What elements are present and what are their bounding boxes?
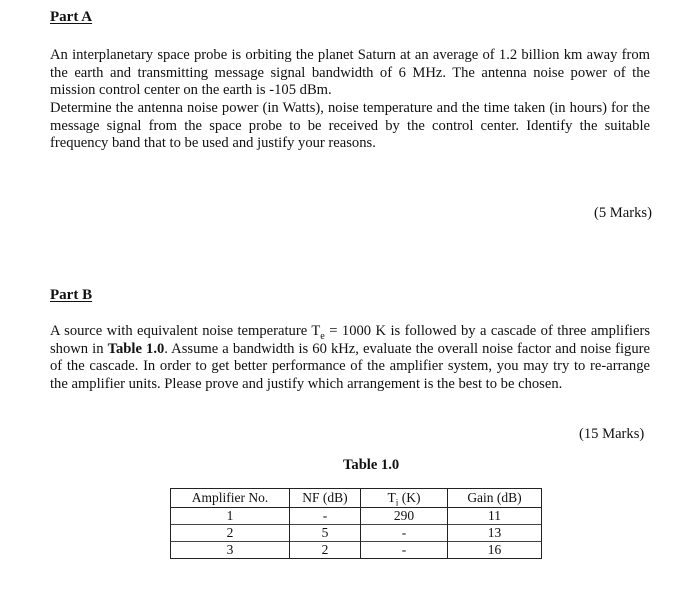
- table-caption: Table 1.0: [343, 457, 400, 473]
- table-row: [171, 525, 542, 542]
- cell-ti: 290: [361, 508, 448, 525]
- cell-gain: 11: [448, 508, 542, 525]
- part-b-text-1: A source with equivalent noise temperature T: [50, 323, 321, 339]
- cell-gain: 16: [448, 542, 542, 559]
- table-row: [171, 508, 542, 525]
- header-amplifier-no: Amplifier No.: [171, 489, 290, 508]
- table-reference: Table 1.0: [107, 340, 165, 357]
- part-b-heading: Part B: [50, 287, 93, 303]
- cell-amplifier-no: 1: [171, 508, 290, 525]
- cell-nf: 5: [290, 525, 361, 542]
- cell-nf: 2: [290, 542, 361, 559]
- cell-amplifier-no: 3: [171, 542, 290, 559]
- part-b-paragraph: [50, 323, 650, 393]
- cell-gain: 13: [448, 525, 542, 542]
- part-b-subscript: e: [320, 330, 325, 342]
- header-nf: NF (dB): [290, 489, 361, 508]
- cell-ti: -: [361, 525, 448, 542]
- part-a-paragraph-1: An interplanetary space probe is orbiting the planet Saturn at an average of 1.2 billion km away from the earth and transmitting message signal bandwidth of 6 MHz. The antenna noise power of the mission control center on the earth is -105 dBm.: [50, 47, 650, 98]
- part-b-text-3: . Assume a bandwidth is 60 kHz, evaluate the overall noise factor and noise figure of the cascade. In order to get better performance of the amplifier system, you may try to re-arrange the amplifier units. Please prove and justify which arrangement is the best to be chosen.: [50, 340, 650, 392]
- cell-ti: -: [361, 542, 448, 559]
- part-b-marks: (15 Marks): [579, 426, 645, 442]
- part-a-marks: (5 Marks): [594, 205, 652, 221]
- part-a-heading: Part A: [50, 9, 93, 25]
- header-ti: $T_i$ (K): [361, 489, 448, 508]
- part-b-text-2: = 1000 K is followed by a cascade of three amplifiers shown in: [50, 323, 650, 357]
- table-row: [171, 542, 542, 559]
- cell-nf: -: [290, 508, 361, 525]
- cell-amplifier-no: 2: [171, 525, 290, 542]
- amplifier-table: [170, 488, 542, 559]
- table-header-row: [171, 489, 542, 508]
- part-a-paragraph-2: Determine the antenna noise power (in Watts), noise temperature and the time taken (in hours) for the message signal from the space probe to be received by the control center. Identify the suitable frequency band that to be used and justify your reasons.: [50, 100, 650, 151]
- header-gain: Gain (dB): [448, 489, 542, 508]
